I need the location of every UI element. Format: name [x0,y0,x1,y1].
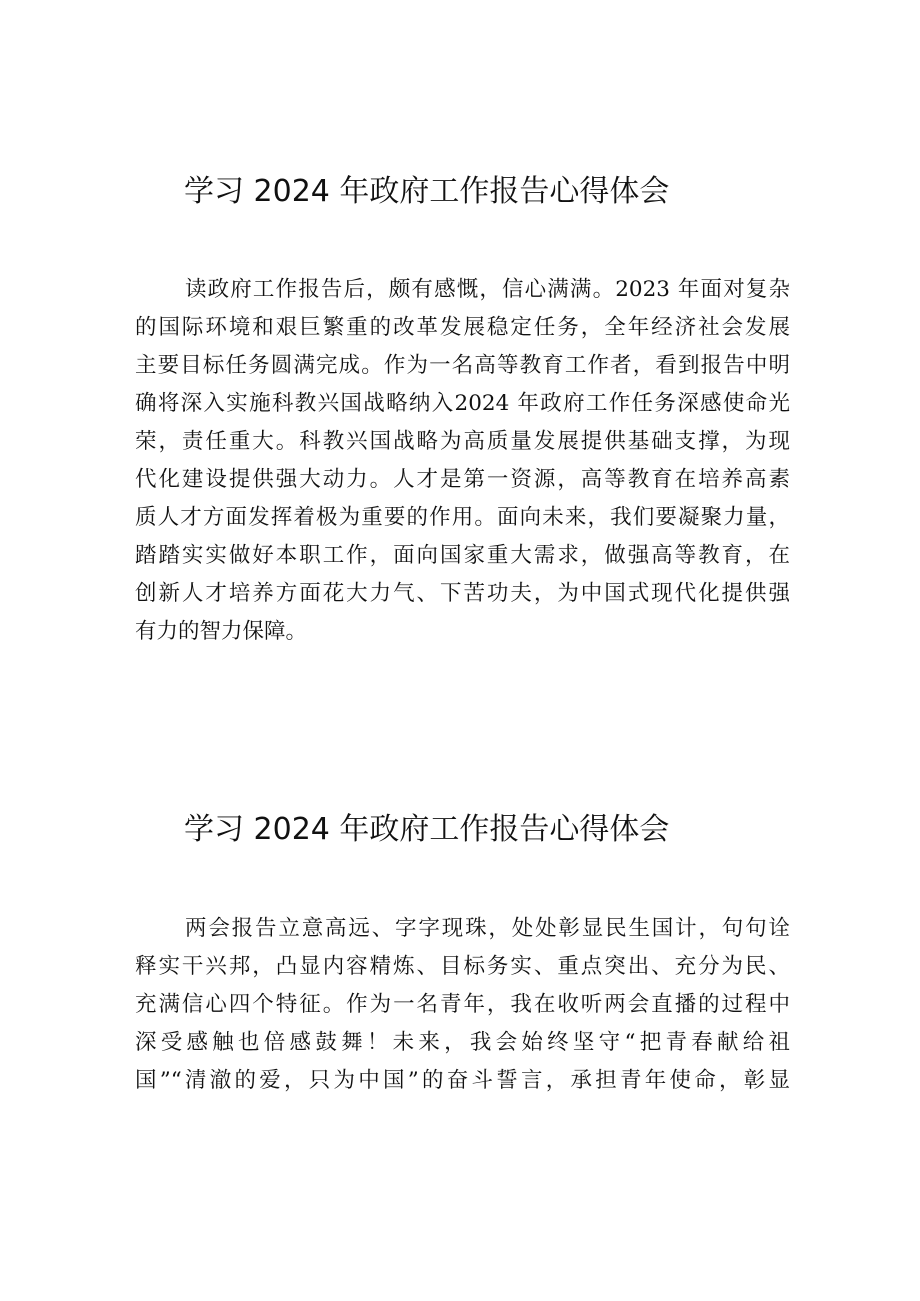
body-paragraph [135,271,790,651]
paragraph-line: 两会报告立意高远、字字现珠，处处彰显民生国计，句句诠 [185,916,790,941]
paragraph-line: 质人才方面发挥着极为重要的作用。面向未来，我们要凝聚力量， [135,505,790,530]
paragraph-line: 确将深入实施科教兴国战略纳入2024 年政府工作任务深感使命光 [135,391,790,416]
paragraph-line: 充满信心四个特征。作为一名青年，我在收听两会直播的过程中 [135,992,790,1017]
paragraph-line: 荣，责任重大。科教兴国战略为高质量发展提供基础支撑，为现 [135,429,790,454]
paragraph-line: 主要目标任务圆满完成。作为一名高等教育工作者，看到报告中明 [135,353,790,378]
body-paragraph [135,910,790,1100]
section-title: 学习 2024 年政府工作报告心得体会 [184,174,670,209]
paragraph-line: 释实干兴邦，凸显内容精炼、目标务实、重点突出、充分为民、 [135,954,790,979]
paragraph-line: 有力的智力保障。 [135,619,308,644]
paragraph-line: 的国际环境和艰巨繁重的改革发展稳定任务，全年经济社会发展 [135,315,790,340]
section-title: 学习 2024 年政府工作报告心得体会 [184,812,670,847]
paragraph-line: 代化建设提供强大动力。人才是第一资源，高等教育在培养高素 [135,467,790,492]
paragraph-line: 读政府工作报告后，颇有感慨，信心满满。2023 年面对复杂 [185,277,790,302]
paragraph-line: 踏踏实实做好本职工作，面向国家重大需求，做强高等教育，在 [135,543,790,568]
paragraph-line: 创新人才培养方面花大力气、下苦功夫，为中国式现代化提供强 [135,581,790,606]
paragraph-line: 国”“清澈的爱，只为中国”的奋斗誓言，承担青年使命，彰显 [135,1068,790,1093]
paragraph-line: 深受感触也倍感鼓舞！未来，我会始终坚守“把青春献给祖 [135,1030,790,1055]
